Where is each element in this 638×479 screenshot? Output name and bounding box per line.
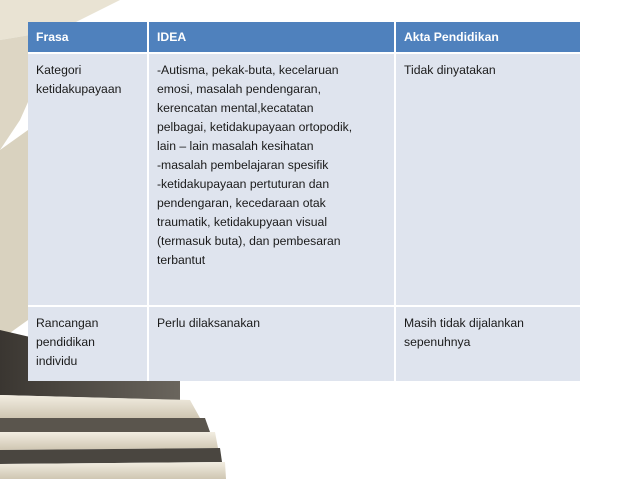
- header-frasa: Frasa: [28, 22, 148, 53]
- table-header-row: [28, 22, 580, 53]
- cell-frasa: [28, 306, 148, 381]
- cell-akta: [395, 53, 580, 306]
- cell-line: kerencatan mental,kecatatan: [157, 101, 314, 115]
- cell-line: traumatik, ketidakupyaan visual: [157, 215, 328, 229]
- cell-line: -ketidakupayaan pertuturan dan: [157, 177, 330, 191]
- cell-line: Rancangan: [36, 316, 99, 330]
- header-akta-pendidikan: Akta Pendidikan: [395, 22, 580, 53]
- cell-line: -Autisma, pekak-buta, kecelaruan: [157, 63, 339, 77]
- table-row: [28, 306, 580, 381]
- cell-line: lain – lain masalah kesihatan: [157, 139, 314, 153]
- cell-line: Masih tidak dijalankan: [404, 316, 524, 330]
- cell-line: individu: [36, 354, 78, 368]
- cell-line: Perlu dilaksanakan: [157, 316, 260, 330]
- cell-frasa: [28, 53, 148, 306]
- cell-line: Kategori: [36, 63, 82, 77]
- cell-line: -masalah pembelajaran spesifik: [157, 158, 329, 172]
- comparison-table-container: [28, 22, 580, 381]
- cell-line: (termasuk buta), dan pembesaran: [157, 234, 341, 248]
- cell-line: Tidak dinyatakan: [404, 63, 496, 77]
- header-idea: IDEA: [148, 22, 395, 53]
- cell-line: ketidakupayaan: [36, 82, 122, 96]
- cell-line: emosi, masalah pendengaran,: [157, 82, 321, 96]
- cell-akta: [395, 306, 580, 381]
- cell-line: pelbagai, ketidakupayaan ortopodik,: [157, 120, 353, 134]
- cell-line: pendidikan: [36, 335, 95, 349]
- comparison-table: [28, 22, 580, 381]
- table-row: [28, 53, 580, 306]
- cell-line: terbantut: [157, 253, 206, 267]
- cell-line: pendengaran, kecedaraan otak: [157, 196, 326, 210]
- cell-idea: [148, 53, 395, 306]
- cell-idea: [148, 306, 395, 381]
- cell-line: sepenuhnya: [404, 335, 471, 349]
